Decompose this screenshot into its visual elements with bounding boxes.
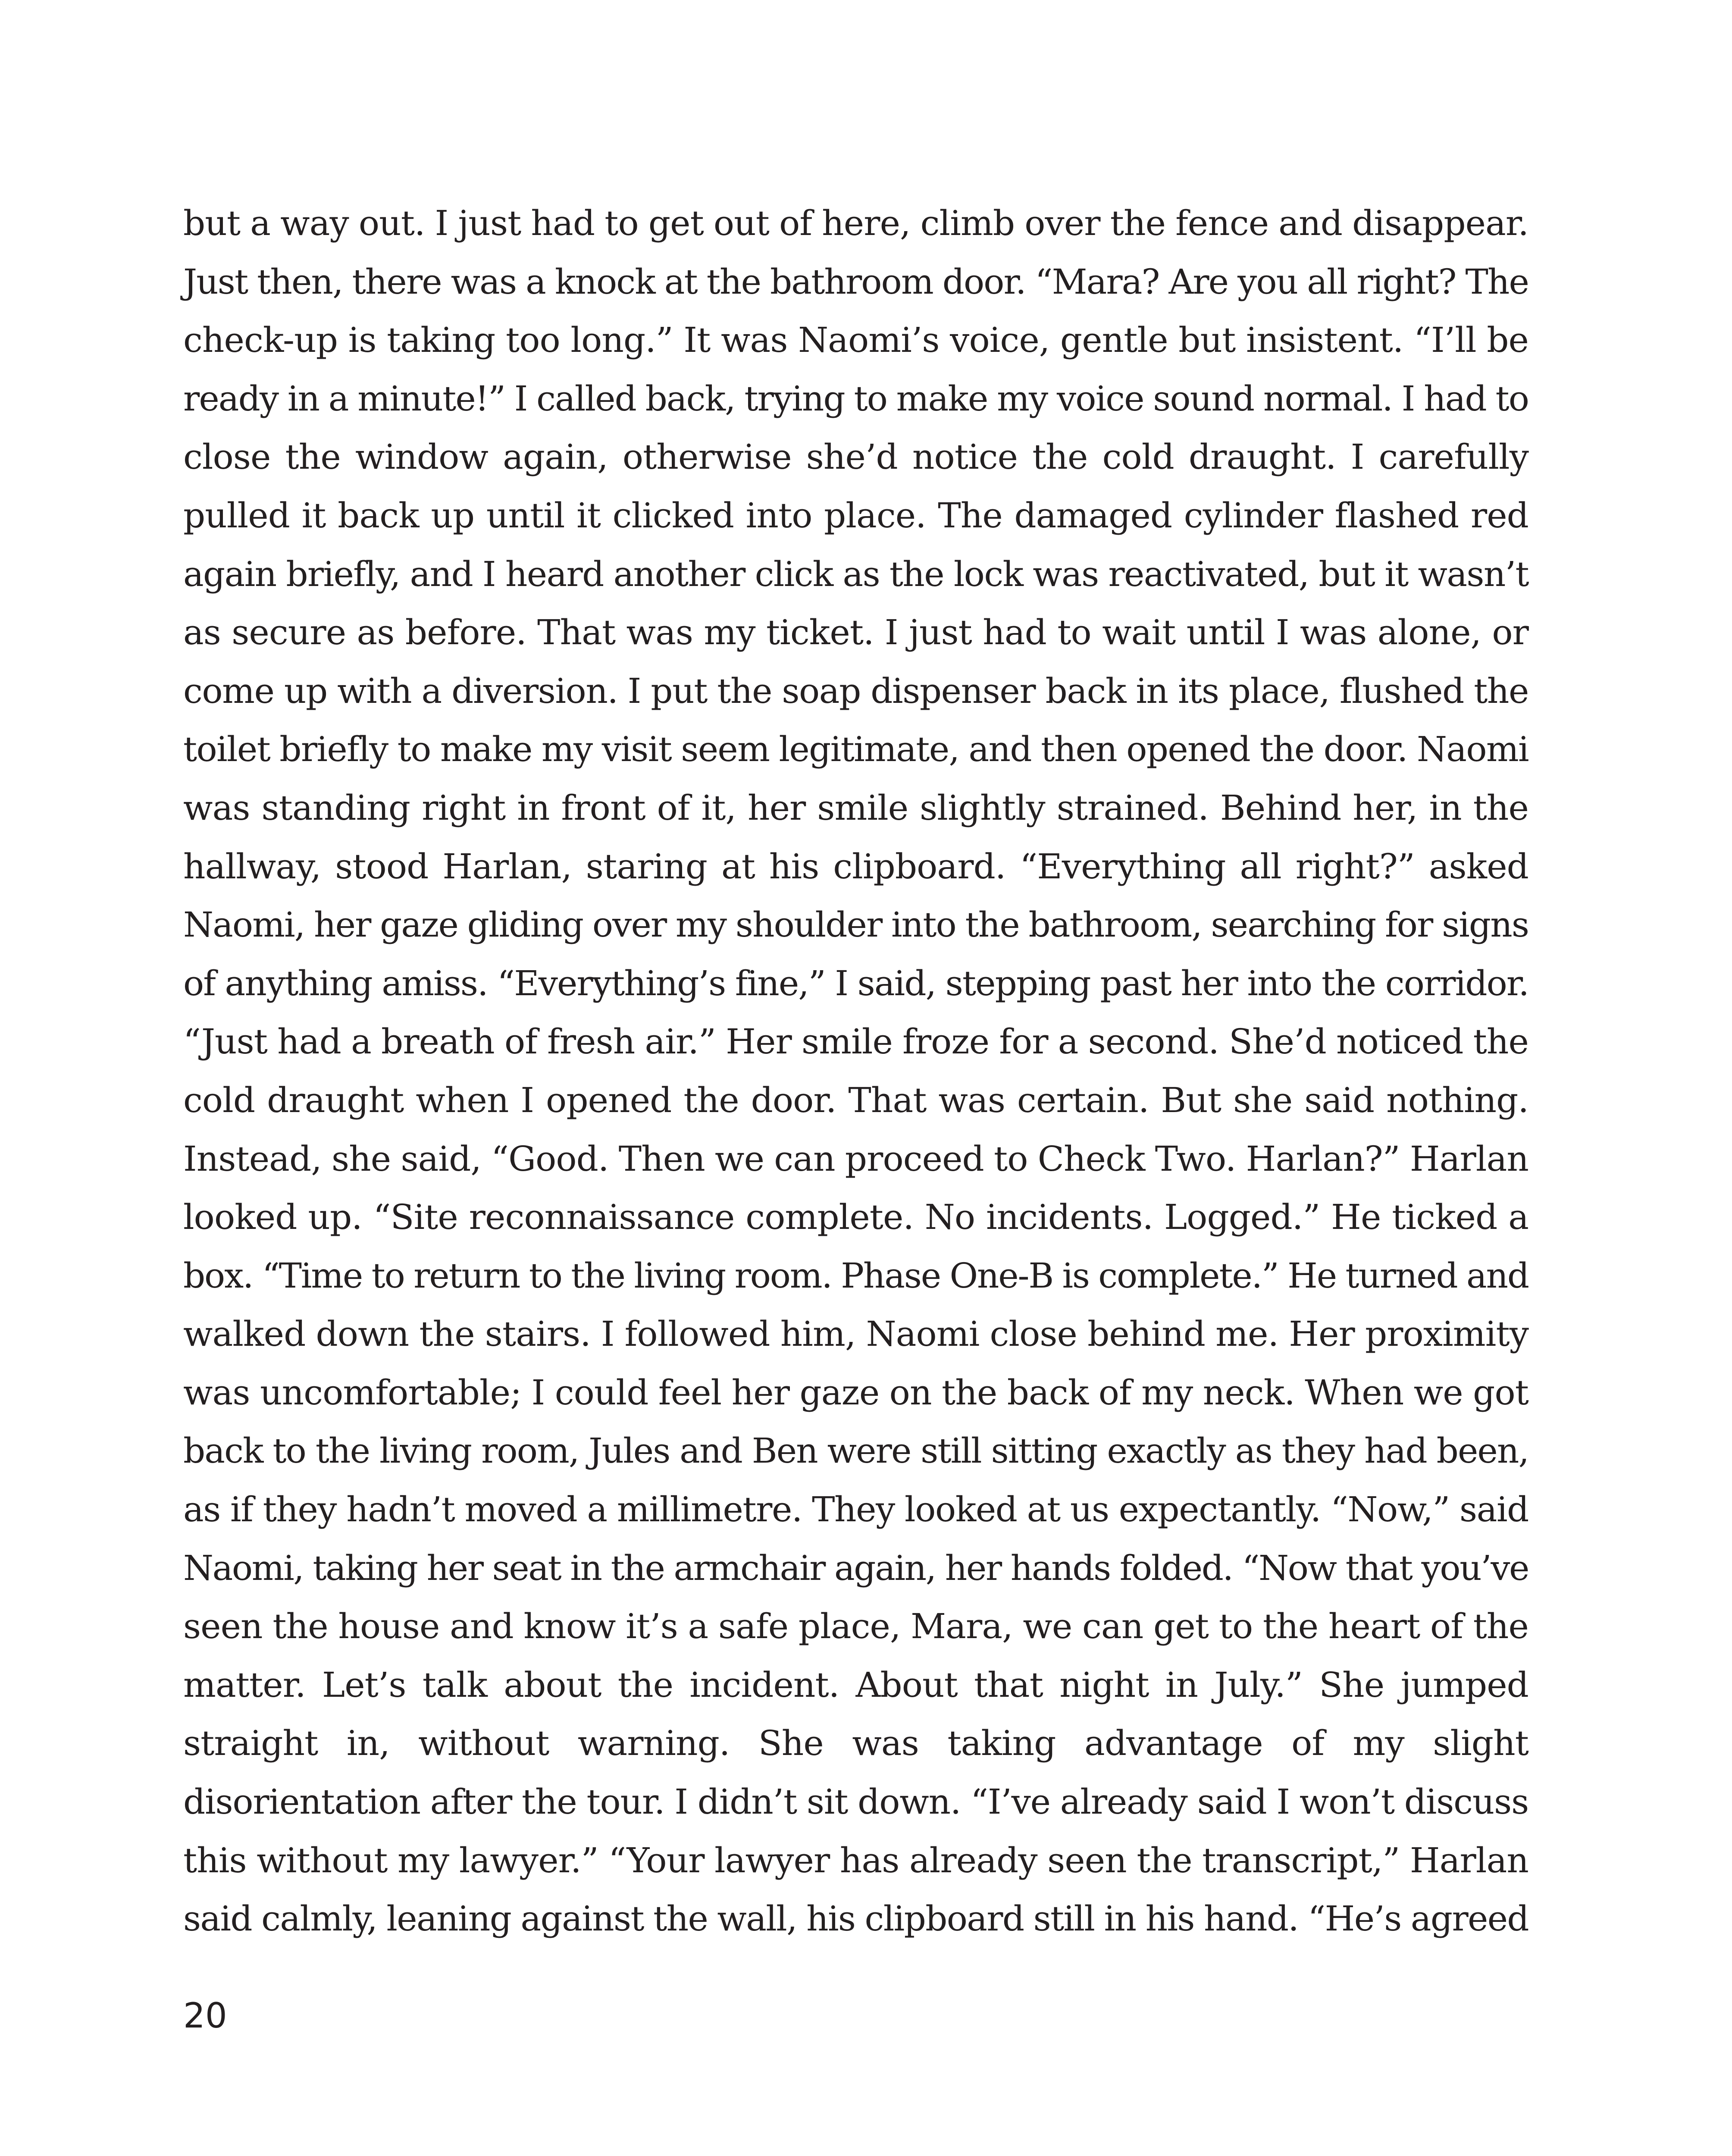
- text-line-9: come up with a diversion. I put the soap dispenser back in its place, flushed the: [183, 671, 1528, 711]
- text-line-3: check-up is taking too long.” It was Naomi’s voice, gentle but insistent. “I’ll be: [183, 320, 1528, 360]
- text-line-27: straight in, without warning. She was taking advantage of my slight: [183, 1723, 1528, 1764]
- text-line-11: was standing right in front of it, her smile slightly strained. Behind her, in the: [183, 787, 1528, 828]
- text-line-12: hallway, stood Harlan, staring at his clipboard. “Everything all right?” asked: [183, 846, 1528, 887]
- text-line-23: as if they hadn’t moved a millimetre. They looked at us expectantly. “Now,” said: [183, 1489, 1528, 1530]
- text-line-6: pulled it back up until it clicked into place. The damaged cylinder flashed red: [183, 495, 1528, 536]
- text-line-15: “Just had a breath of fresh air.” Her smile froze for a second. She’d noticed the: [183, 1022, 1528, 1062]
- text-line-13: Naomi, her gaze gliding over my shoulder into the bathroom, searching for signs: [183, 905, 1528, 945]
- text-line-19: box. “Time to return to the living room. Phase One-B is complete.” He turned and: [183, 1255, 1528, 1296]
- text-line-30: said calmly, leaning against the wall, his clipboard still in his hand. “He’s agreed: [183, 1899, 1528, 1939]
- text-line-24: Naomi, taking her seat in the armchair again, her hands folded. “Now that you’ve: [183, 1548, 1528, 1588]
- text-line-8: as secure as before. That was my ticket. I just had to wait until I was alone, or: [183, 612, 1528, 653]
- page-number: 20: [183, 1996, 227, 2036]
- text-line-29: this without my lawyer.” “Your lawyer has already seen the transcript,” Harlan: [183, 1840, 1528, 1880]
- text-line-5: close the window again, otherwise she’d notice the cold draught. I carefully: [183, 437, 1528, 477]
- text-line-10: toilet briefly to make my visit seem legitimate, and then opened the door. Naomi: [183, 729, 1528, 770]
- text-line-20: walked down the stairs. I followed him, Naomi close behind me. Her proximity: [183, 1314, 1528, 1354]
- body-text: [183, 194, 1528, 1948]
- text-line-22: back to the living room, Jules and Ben were still sitting exactly as they had been,: [183, 1431, 1528, 1471]
- text-line-2: Just then, there was a knock at the bathroom door. “Mara? Are you all right? The: [183, 261, 1528, 302]
- text-line-26: matter. Let’s talk about the incident. About that night in July.” She jumped: [183, 1664, 1528, 1705]
- text-line-17: Instead, she said, “Good. Then we can proceed to Check Two. Harlan?” Harlan: [183, 1138, 1528, 1179]
- text-line-14: of anything amiss. “Everything’s fine,” I said, stepping past her into the corridor.: [183, 963, 1528, 1003]
- text-line-1: but a way out. I just had to get out of here, climb over the fence and disappear.: [183, 203, 1528, 243]
- text-line-18: looked up. “Site reconnaissance complete. No incidents. Logged.” He ticked a: [183, 1197, 1528, 1238]
- text-line-28: disorientation after the tour. I didn’t sit down. “I’ve already said I won’t discuss: [183, 1782, 1528, 1822]
- text-line-7: again briefly, and I heard another click as the lock was reactivated, but it wasn’t: [183, 554, 1528, 594]
- text-line-4: ready in a minute!” I called back, trying to make my voice sound normal. I had to: [183, 378, 1528, 419]
- text-line-21: was uncomfortable; I could feel her gaze on the back of my neck. When we got: [183, 1372, 1528, 1413]
- text-line-16: cold draught when I opened the door. That was certain. But she said nothing.: [183, 1080, 1528, 1120]
- text-line-25: seen the house and know it’s a safe place, Mara, we can get to the heart of the: [183, 1606, 1528, 1647]
